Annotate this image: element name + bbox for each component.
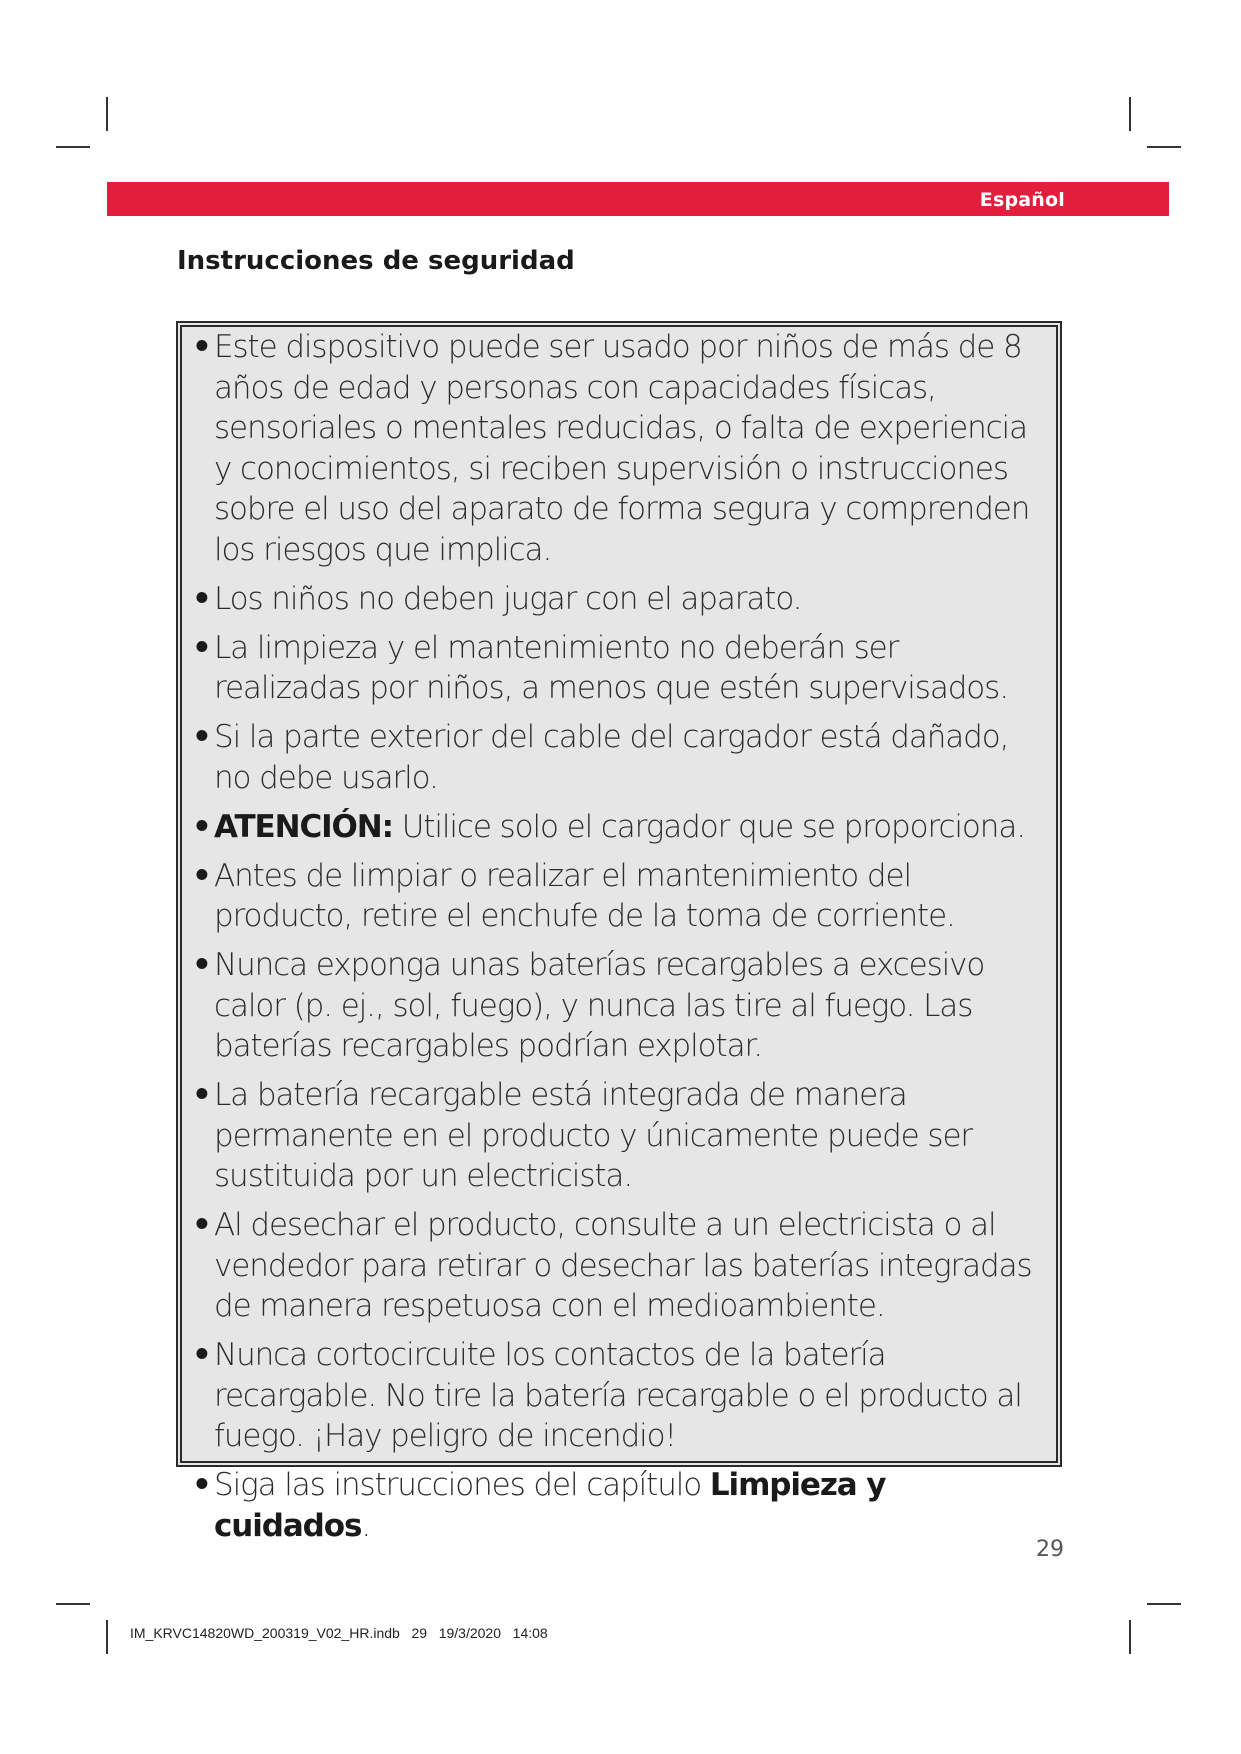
safety-item bbox=[192, 717, 1050, 798]
bullet-icon: • bbox=[192, 629, 211, 666]
bullet-icon: • bbox=[192, 947, 211, 983]
safety-item-text: La batería recargable está integrada de manera permanente en el producto y únicamente puede ser sustituida por un electricista. bbox=[214, 1077, 973, 1194]
bullet-icon: • bbox=[192, 1337, 211, 1373]
bullet-icon: • bbox=[192, 857, 211, 894]
safety-item-text: Nunca exponga unas baterías recargables a excesivo calor (p. ej., sol, fuego), y nunca las tire al fuego. Las baterías recargables podrían explotar. bbox=[214, 947, 985, 1064]
print-slug: IM_KRVC14820WD_200319_V02_HR.indb 29 19/3/2020 14:08 bbox=[130, 1625, 548, 1641]
safety-item-text: Utilice solo el cargador que se proporciona. bbox=[392, 808, 1025, 845]
safety-item-text: Este dispositivo puede ser usado por niños de más de 8 años de edad y personas con capacidades físicas, sensoriales o mentales reducidas, o falta de experiencia y conocimientos, si reciben supervisión o instrucciones sobre el uso del aparato de forma segura y comprenden los riesgos que implica. bbox=[214, 329, 1030, 568]
safety-item bbox=[192, 579, 1050, 620]
safety-item-text: Antes de limpiar o realizar el mantenimiento del producto, retire el enchufe de la toma de corriente. bbox=[214, 857, 955, 934]
crop-mark-top-right-horizontal bbox=[1147, 146, 1181, 148]
bullet-icon: • bbox=[192, 1467, 211, 1503]
bullet-icon: • bbox=[192, 1077, 211, 1113]
chapter-reference: Limpieza y cuidados bbox=[214, 1467, 886, 1544]
crop-mark-top-right-vertical bbox=[1129, 97, 1131, 131]
crop-mark-bottom-right-vertical bbox=[1129, 1620, 1131, 1654]
safety-instructions-list bbox=[178, 323, 1060, 1546]
section-title: Instrucciones de seguridad bbox=[177, 246, 575, 276]
safety-item-text: Los niños no deben jugar con el aparato. bbox=[214, 580, 802, 617]
safety-instructions-box bbox=[176, 321, 1062, 1544]
bullet-icon: • bbox=[192, 1207, 211, 1243]
page-number: 29 bbox=[1036, 1537, 1064, 1562]
crop-mark-top-left-vertical bbox=[106, 97, 108, 131]
crop-mark-bottom-left-horizontal bbox=[56, 1603, 90, 1605]
safety-item bbox=[192, 807, 1050, 848]
safety-item-text: La limpieza y el mantenimiento no deberán ser realizadas por niños, a menos que estén supervisados. bbox=[214, 629, 1008, 706]
bullet-icon: • bbox=[192, 808, 211, 845]
safety-item bbox=[192, 628, 1050, 709]
safety-item-emphasis: ATENCIÓN: bbox=[214, 808, 393, 845]
safety-item-text: Si la parte exterior del cable del cargador está dañado, no debe usarlo. bbox=[214, 719, 1009, 796]
safety-item bbox=[192, 327, 1050, 570]
safety-item-text: Al desechar el producto, consulte a un electricista o al vendedor para retirar o desechar las baterías integradas de manera respetuosa con el medioambiente. bbox=[214, 1207, 1032, 1324]
safety-item bbox=[192, 1075, 1050, 1197]
crop-mark-bottom-right-horizontal bbox=[1147, 1603, 1181, 1605]
language-label: Español bbox=[979, 189, 1065, 211]
language-header-bar bbox=[107, 182, 1169, 216]
safety-item bbox=[192, 856, 1050, 937]
safety-item bbox=[192, 1465, 1050, 1546]
bullet-icon: • bbox=[192, 580, 211, 617]
crop-mark-bottom-left-vertical bbox=[106, 1620, 108, 1654]
bullet-icon: • bbox=[192, 719, 211, 755]
safety-item bbox=[192, 1205, 1050, 1327]
safety-item-text: Nunca cortocircuite los contactos de la batería recargable. No tire la batería recargable o el producto al fuego. ¡Hay peligro de incendio! bbox=[214, 1337, 1022, 1454]
safety-item-text-end: . bbox=[361, 1507, 371, 1544]
bullet-icon: • bbox=[192, 329, 211, 365]
safety-item bbox=[192, 945, 1050, 1067]
crop-mark-top-left-horizontal bbox=[56, 146, 90, 148]
safety-item bbox=[192, 1335, 1050, 1457]
safety-item-text: Siga las instrucciones del capítulo bbox=[214, 1467, 710, 1503]
